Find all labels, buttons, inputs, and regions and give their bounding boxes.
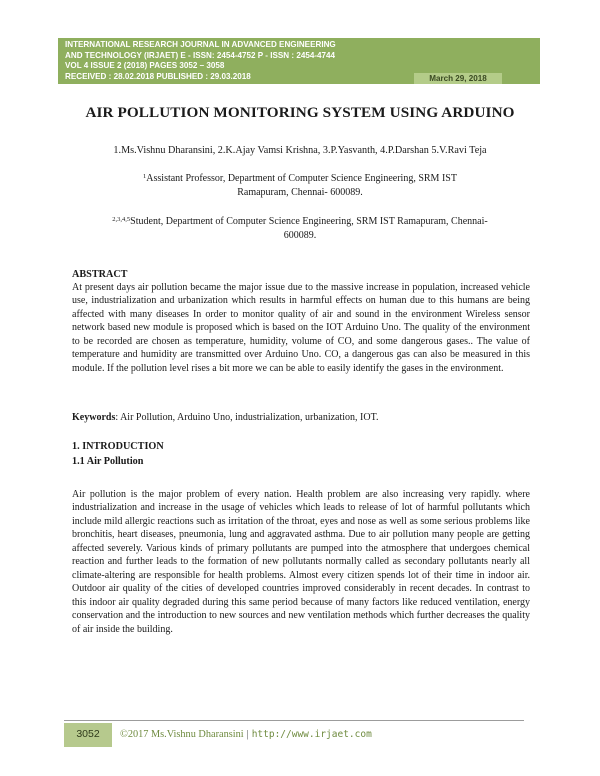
affiliation-1 <box>120 170 480 199</box>
footer-separator: | <box>246 729 249 740</box>
affiliation-1-marker: 1 <box>143 173 147 180</box>
keywords-list: : Air Pollution, Arduino Uno, industrialization, urbanization, IOT. <box>115 412 379 423</box>
page-number: 3052 <box>64 723 112 747</box>
footer-copyright: ©2017 Ms.Vishnu Dharansini <box>120 729 244 740</box>
paper-title: AIR POLLUTION MONITORING SYSTEM USING ARDUINO <box>85 104 515 121</box>
journal-volume-line: VOL 4 ISSUE 2 (2018) PAGES 3052 – 3058 <box>65 61 225 71</box>
affiliation-2-text: Student, Department of Computer Science Engineering, SRM IST Ramapuram, Chennai-600089. <box>130 216 488 241</box>
footer-divider <box>64 720 524 721</box>
subsection-heading-air-pollution: 1.1 Air Pollution <box>72 456 144 467</box>
journal-url-link[interactable]: http://www.irjaet.com <box>251 729 372 740</box>
affiliation-1-text: Assistant Professor, Department of Computer Science Engineering, SRM IST Ramapuram, Chennai- 600089. <box>146 173 457 198</box>
affiliation-2-marker: 2,3,4,5 <box>112 216 131 223</box>
abstract-body: At present days air pollution became the major issue due to the massive increase in population, increased vehicle use, industrialization and urbanization which results in harmful effects on human due to this humans are being affected with many diseases In order to monitor quality of air and sound in the environment Wireless sensor network based new module is proposed which is based on the IOT Arduino Uno. The quality of the environment to be recorded are chosen as temperature, humidity, volume of CO, and some dangerous gases.. The value of temperature and humidity are transmitted over Arduino Uno. CO, a dangerous gas can also be measured in this module. If the pollution level rises a bit more we can be able to easily identify the gases in the environment. <box>72 282 530 374</box>
journal-issn-line: AND TECHNOLOGY (IRJAET) E - ISSN: 2454-4752 P - ISSN : 2454-4744 <box>65 50 336 60</box>
introduction-body: Air pollution is the major problem of every nation. Health problem are also increasing very rapidly. where industrialization and increase in the usage of vehicles which leads to release of lot of harmful pollutants which include mild allergic reactions such as irritation of the throat, eyes and nose as well as some serious problems like bronchitis, heart diseases, pneumonia, lung and aggravated asthma. Due to air pollution many people are getting affected severely. Various kinds of primary pollutants are pumped into the atmosphere that undergoes chemical reaction and further leads to the formation of new pollutants normally called as secondary pollutants nearly all climate-altering are responsible for health problems. Almost every citizen spends lot of their time in indoor air. Outdoor air quality of the cities of developed countries improved considerably in recent decades. In contrast to this indoor air quality degraded during this same period because of many factors like reduced ventilation, energy conservation and the introduction to new sources and new ventilation methods which further decreases the quality of air inside the building. <box>72 489 530 635</box>
affiliation-2 <box>98 213 502 242</box>
footer-credit <box>120 729 372 740</box>
section-heading-introduction: 1. INTRODUCTION <box>72 441 164 452</box>
header-date-badge: March 29, 2018 <box>414 73 502 84</box>
keywords-line <box>72 411 530 424</box>
journal-name-line-1: INTERNATIONAL RESEARCH JOURNAL IN ADVANCED ENGINEERING <box>65 40 336 49</box>
keywords-label: Keywords <box>72 412 116 423</box>
abstract-heading: ABSTRACT <box>72 269 128 280</box>
author-list: 1.Ms.Vishnu Dharansini, 2.K.Ajay Vamsi Krishna, 3.P.Yasvanth, 4.P.Darshan 5.V.Ravi Teja <box>113 145 487 156</box>
journal-dates-line: RECEIVED : 28.02.2018 PUBLISHED : 29.03.2018 <box>65 71 251 81</box>
